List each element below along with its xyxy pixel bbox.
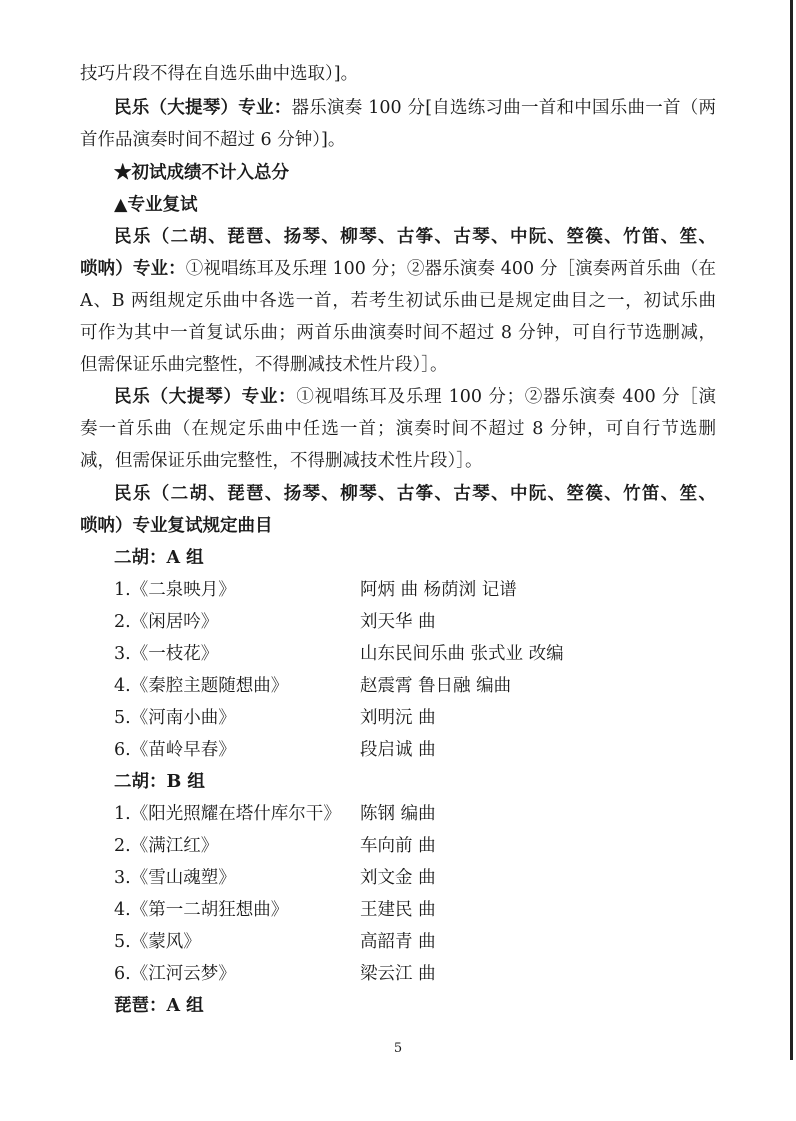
cello-prelim-line-1: 民乐（大提琴）专业：器乐演奏 100 分[自选练习曲一首和中国乐曲一首（两 — [114, 98, 716, 118]
page-number: 5 — [393, 1041, 403, 1056]
cello-label: 民乐（大提琴）专业： — [114, 98, 292, 118]
cello-retest-line-2: 奏一首乐曲（在规定乐曲中任选一首；演奏时间不超过 8 分钟，可自行节选删 — [80, 419, 716, 439]
list-item: 1.《二泉映月》 阿炳 曲 杨荫浏 记谱 — [114, 580, 517, 600]
list-item: 6.《江河云梦》 梁云江 曲 — [114, 964, 436, 984]
cello-prelim-line-2: 首作品演奏时间不超过 6 分钟）]。 — [80, 130, 346, 150]
group-title-pipa-a: 琵琶：A 组 — [114, 996, 204, 1016]
list-item: 3.《雪山魂塑》 刘文金 曲 — [114, 868, 436, 888]
paragraph-continuation: 技巧片段不得在自选乐曲中选取）]。 — [80, 64, 359, 84]
page-edge-border — [790, 0, 793, 1060]
list-item: 5.《河南小曲》 刘明沅 曲 — [114, 708, 436, 728]
repertoire-heading-line-2: 唢呐）专业复试规定曲目 — [80, 516, 273, 536]
repertoire-heading-line-1: 民乐（二胡、琵琶、扬琴、柳琴、古筝、古琴、中阮、箜篌、竹笛、笙、 — [114, 484, 716, 504]
list-item: 3.《一枝花》 山东民间乐曲 张式业 改编 — [114, 644, 564, 664]
cello-retest-line-3: 减，但需保证乐曲完整性，不得删减技术性片段）］。 — [80, 451, 483, 471]
folk-retest-line-4: 可作为其中一首复试乐曲；两首乐曲演奏时间不超过 8 分钟，可自行节选删减， — [80, 323, 716, 343]
group-title-erhu-b: 二胡：B 组 — [114, 772, 205, 792]
folk-retest-line-2: 唢呐）专业：①视唱练耳及乐理 100 分；②器乐演奏 400 分［演奏两首乐曲（在 — [80, 259, 716, 279]
prelim-score-note: ★初试成绩不计入总分 — [114, 163, 289, 183]
list-item: 2.《满江红》 车向前 曲 — [114, 836, 436, 856]
list-item: 4.《秦腔主题随想曲》 赵震霄 鲁日融 编曲 — [114, 676, 512, 696]
list-item: 6.《苗岭早春》 段启诚 曲 — [114, 740, 436, 760]
list-item: 4.《第一二胡狂想曲》 王建民 曲 — [114, 900, 436, 920]
section-heading-retest: ▲专业复试 — [114, 195, 198, 215]
folk-retest-line-5: 但需保证乐曲完整性，不得删减技术性片段）］。 — [80, 355, 448, 375]
group-title-erhu-a: 二胡：A 组 — [114, 548, 204, 568]
cello-retest-line-1: 民乐（大提琴）专业：①视唱练耳及乐理 100 分；②器乐演奏 400 分［演 — [114, 387, 716, 407]
list-item: 2.《闲居吟》 刘天华 曲 — [114, 612, 436, 632]
folk-retest-line-1: 民乐（二胡、琵琶、扬琴、柳琴、古筝、古琴、中阮、箜篌、竹笛、笙、 — [114, 227, 716, 247]
list-item: 5.《蒙风》 高韶青 曲 — [114, 932, 436, 952]
list-item: 1.《阳光照耀在塔什库尔干》 陈钢 编曲 — [114, 804, 436, 824]
folk-retest-line-3: A、B 两组规定乐曲中各选一首，若考生初试乐曲已是规定曲目之一，初试乐曲 — [80, 291, 716, 311]
